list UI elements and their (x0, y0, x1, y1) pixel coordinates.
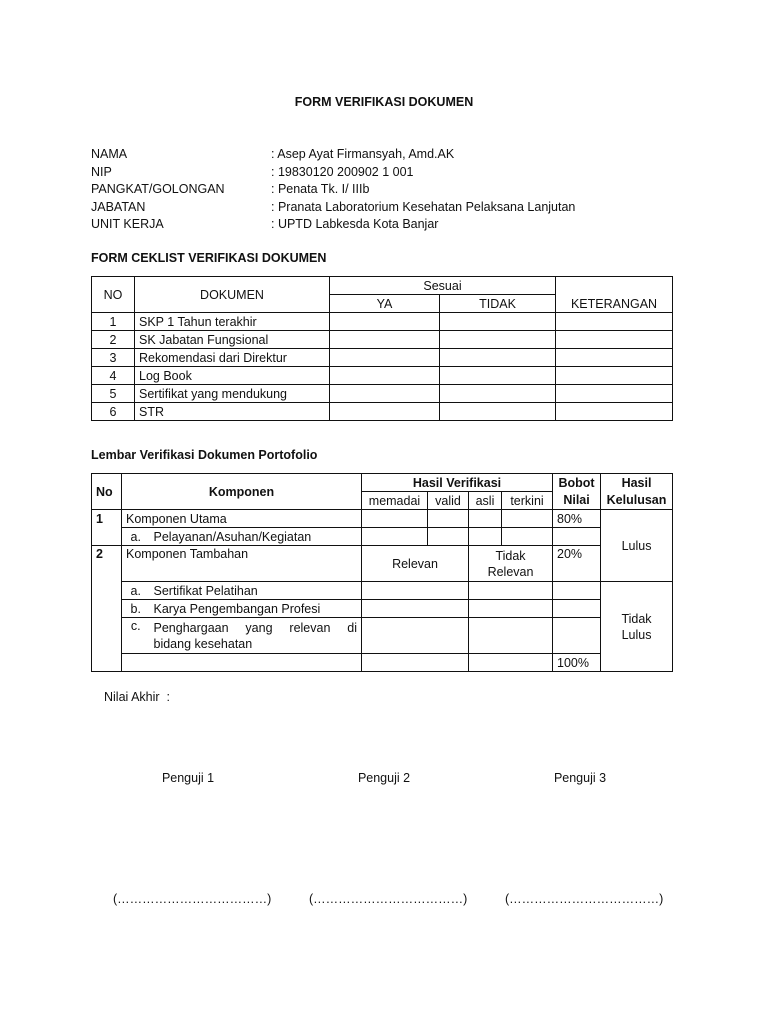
row-dokumen: SKP 1 Tahun terakhir (135, 313, 330, 331)
identity-row-nip (91, 164, 575, 182)
checklist-header-row (92, 277, 673, 295)
cell-valid[interactable] (428, 510, 469, 528)
header-tidak: TIDAK (440, 295, 556, 313)
header-no: No (92, 474, 122, 510)
table-row (92, 367, 673, 385)
table-row (92, 510, 673, 528)
row-no: 4 (92, 367, 135, 385)
penguji-3-label: Penguji 3 (553, 771, 607, 785)
header-keterangan: KETERANGAN (556, 277, 673, 313)
identity-label: NAMA (91, 147, 128, 161)
portfolio-heading: Lembar Verifikasi Dokumen Portofolio (91, 448, 318, 462)
row-dokumen: Log Book (135, 367, 330, 385)
item-text: Pelayanan/Asuhan/Kegiatan (150, 528, 362, 546)
table-row (92, 349, 673, 367)
cell-tidak-relevan[interactable] (469, 600, 553, 618)
penguji-1-label: Penguji 1 (161, 771, 215, 785)
cell-tidak-relevan[interactable] (469, 654, 553, 672)
cell-bobot[interactable] (553, 618, 601, 654)
penguji-3-signature[interactable]: (………………………………) (505, 892, 664, 906)
identity-row-nama (91, 146, 575, 164)
identity-label: PANGKAT/GOLONGAN (91, 182, 225, 196)
row-no: 1 (92, 510, 122, 528)
checklist-heading: FORM CEKLIST VERIFIKASI DOKUMEN (91, 251, 327, 265)
identity-row-unit-kerja (91, 216, 575, 234)
cell-tidak[interactable] (440, 349, 556, 367)
penguji-2-signature[interactable]: (………………………………) (309, 892, 468, 906)
page-title: FORM VERIFIKASI DOKUMEN (294, 95, 474, 109)
table-row (92, 313, 673, 331)
row-dokumen: Rekomendasi dari Direktur (135, 349, 330, 367)
identity-row-pangkat (91, 181, 575, 199)
result-tidak-lulus: Tidak Lulus (601, 582, 673, 672)
cell-tidak[interactable] (440, 403, 556, 421)
cell-memadai[interactable] (362, 510, 428, 528)
cell-ya[interactable] (330, 403, 440, 421)
table-row (92, 528, 673, 546)
portfolio-header-row (92, 474, 673, 492)
row-dokumen: Sertifikat yang mendukung (135, 385, 330, 403)
identity-value: : 19830120 200902 1 001 (271, 164, 414, 179)
table-row (92, 618, 673, 654)
identity-value: : Asep Ayat Firmansyah, Amd.AK (271, 147, 455, 161)
cell-keterangan[interactable] (556, 367, 673, 385)
header-ya: YA (330, 295, 440, 313)
item-prefix: a. (122, 582, 150, 600)
identity-value: : Pranata Laboratorium Kesehatan Pelaksana Lanjutan (271, 199, 576, 214)
result-lulus: Lulus (601, 510, 673, 582)
identity-label: JABATAN (91, 199, 146, 214)
cell-valid[interactable] (428, 528, 469, 546)
row-no: 6 (92, 403, 135, 421)
row-no: 3 (92, 349, 135, 367)
penguji-1-signature[interactable]: (………………………………) (113, 892, 272, 906)
cell-ya[interactable] (330, 331, 440, 349)
header-nilai: Nilai (553, 492, 601, 510)
cell-relevan[interactable] (362, 654, 469, 672)
cell-terkini[interactable] (502, 510, 553, 528)
identity-label: UNIT KERJA (91, 217, 164, 231)
table-row (92, 546, 673, 582)
cell-memadai[interactable] (362, 528, 428, 546)
cell-bobot[interactable] (553, 600, 601, 618)
cell-tidak[interactable] (440, 313, 556, 331)
cell-relevan[interactable] (362, 618, 469, 654)
item-prefix: a. (122, 528, 150, 546)
row-no: 1 (92, 313, 135, 331)
row-komponen: Komponen Tambahan (122, 546, 362, 582)
header-terkini: terkini (502, 492, 553, 510)
identity-row-jabatan (91, 199, 575, 217)
header-hasil: Hasil (601, 474, 673, 492)
table-row (92, 385, 673, 403)
item-text: Penghargaan yang relevan di bidang kesehatan (150, 618, 362, 654)
cell-ya[interactable] (330, 385, 440, 403)
cell-asli[interactable] (469, 510, 502, 528)
cell-terkini[interactable] (502, 528, 553, 546)
cell-bobot[interactable] (553, 528, 601, 546)
checklist-table (91, 276, 673, 421)
portfolio-table (91, 473, 673, 672)
row-dokumen: STR (135, 403, 330, 421)
cell-relevan[interactable] (362, 600, 469, 618)
row-no: 2 (92, 331, 135, 349)
header-bobot: Bobot (553, 474, 601, 492)
item-text: Sertifikat Pelatihan (150, 582, 362, 600)
header-tidak-relevan: Tidak Relevan (469, 546, 553, 582)
cell-tidak[interactable] (440, 367, 556, 385)
cell-tidak-relevan[interactable] (469, 582, 553, 600)
table-row (92, 600, 673, 618)
header-sesuai: Sesuai (330, 277, 556, 295)
header-memadai: memadai (362, 492, 428, 510)
cell-ya[interactable] (330, 349, 440, 367)
penguji-2-label: Penguji 2 (357, 771, 411, 785)
cell-asli[interactable] (469, 528, 502, 546)
table-row-total (92, 654, 673, 672)
cell-relevan[interactable] (362, 582, 469, 600)
cell-keterangan[interactable] (556, 385, 673, 403)
cell-tidak[interactable] (440, 331, 556, 349)
header-komponen: Komponen (122, 474, 362, 510)
header-hasil-verifikasi: Hasil Verifikasi (362, 474, 553, 492)
row-no: 2 (92, 546, 122, 672)
identity-value: : UPTD Labkesda Kota Banjar (271, 217, 439, 231)
cell-keterangan[interactable] (556, 331, 673, 349)
identity-label: NIP (91, 164, 112, 179)
total-bobot: 100% (553, 654, 601, 672)
nilai-akhir-label: Nilai Akhir : (104, 690, 170, 704)
cell-keterangan[interactable] (556, 403, 673, 421)
row-dokumen: SK Jabatan Fungsional (135, 331, 330, 349)
cell-keterangan[interactable] (556, 313, 673, 331)
identity-value: : Penata Tk. I/ IIIb (271, 182, 370, 196)
cell-tidak-relevan[interactable] (469, 618, 553, 654)
item-prefix: b. (122, 600, 150, 618)
header-dokumen: DOKUMEN (135, 277, 330, 313)
cell-bobot[interactable] (553, 582, 601, 600)
item-text: Karya Pengembangan Profesi (150, 600, 362, 618)
row-no: 5 (92, 385, 135, 403)
cell-ya[interactable] (330, 313, 440, 331)
row-komponen: Komponen Utama (122, 510, 362, 528)
header-asli: asli (469, 492, 502, 510)
table-row (92, 331, 673, 349)
row-bobot: 80% (553, 510, 601, 528)
header-no: NO (92, 277, 135, 313)
table-row (92, 403, 673, 421)
cell-keterangan[interactable] (556, 349, 673, 367)
table-row (92, 582, 673, 600)
cell-tidak[interactable] (440, 385, 556, 403)
row-bobot: 20% (553, 546, 601, 582)
header-valid: valid (428, 492, 469, 510)
header-relevan: Relevan (362, 546, 469, 582)
header-kelulusan: Kelulusan (601, 492, 673, 510)
total-label-cell (122, 654, 362, 672)
identity-block (91, 146, 575, 234)
item-prefix: c. (122, 618, 150, 654)
row-no-empty (92, 528, 122, 546)
cell-ya[interactable] (330, 367, 440, 385)
